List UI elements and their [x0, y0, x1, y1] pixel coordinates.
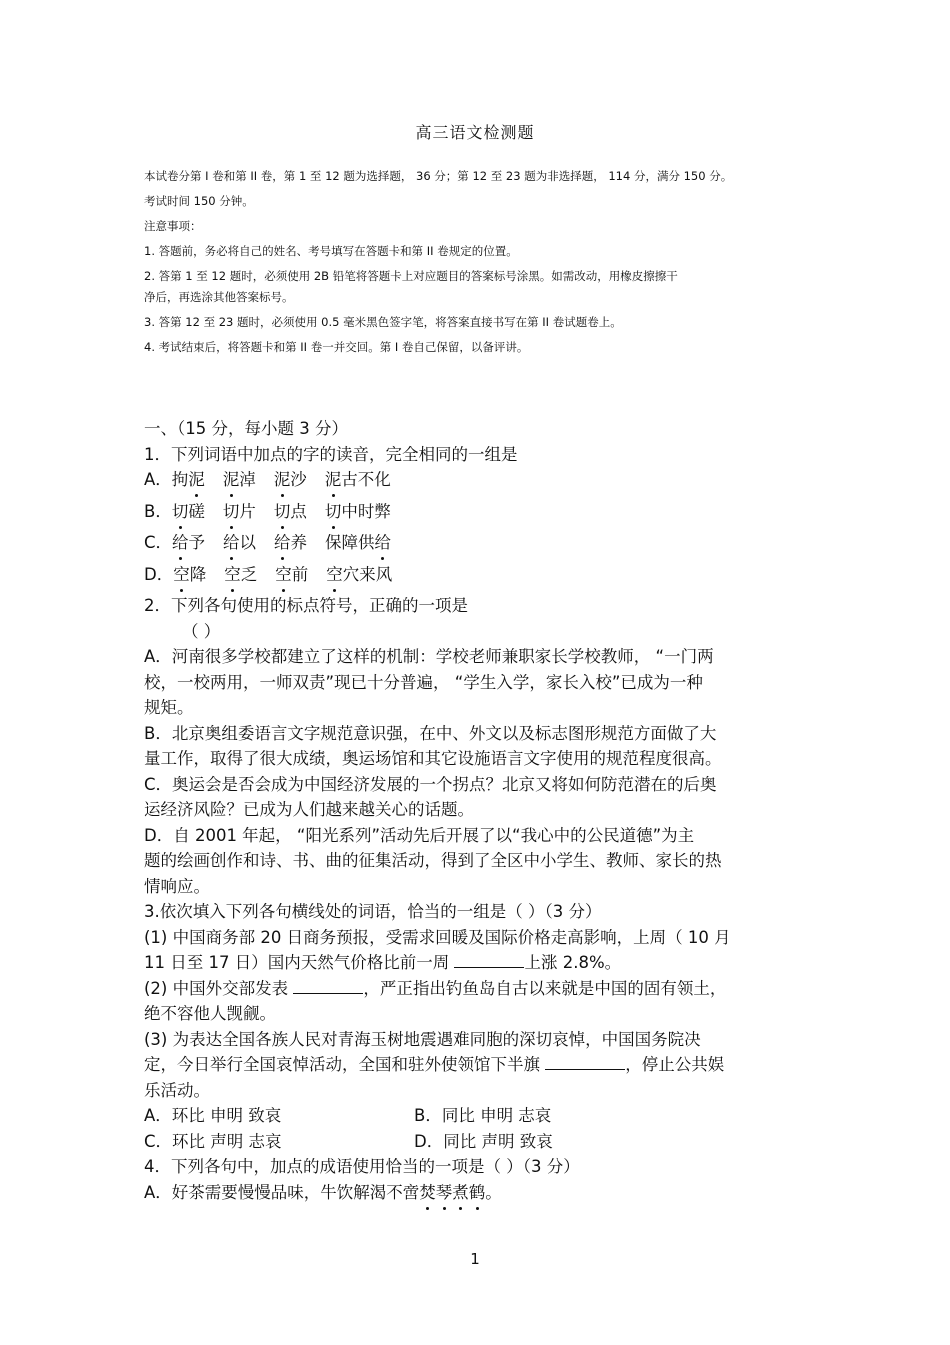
sentence-text: 上涨 2.8%。 [524, 953, 622, 972]
option-text: 磋 [188, 501, 205, 521]
option-d: D．同比 声明 致哀 [414, 1131, 553, 1151]
question-4-option-a [144, 1180, 814, 1206]
question-1-option-b [144, 499, 814, 531]
dotted-char: 给 [274, 530, 291, 555]
intro-line: 净后，再选涂其他答案标号。 [144, 290, 294, 304]
fill-blank [545, 1055, 625, 1070]
question-3-sentence-2 [144, 976, 814, 1002]
question-3-options-row-2 [144, 1129, 814, 1155]
question-2-stem: 2．下列各句使用的标点符号，正确的一项是 [144, 596, 468, 615]
question-1-option-a [144, 467, 814, 499]
question-3-sentence-3-cont: 乐活动。 [144, 1080, 210, 1100]
option-text: 片 [239, 501, 256, 521]
dotted-char: 泥 [223, 467, 240, 492]
dotted-char: 空 [326, 562, 343, 587]
option-text: 淖 [239, 470, 256, 489]
dotted-char: 切 [223, 499, 240, 524]
sentence-text: 11 日至 17 日）国内天然气价格比前一周 [144, 953, 455, 972]
option-text: 穴来风 [342, 564, 393, 584]
dotted-char: 给 [375, 530, 392, 555]
dotted-char: 空 [173, 562, 190, 587]
intro-line: 3. 答第 12 至 23 题时，必须使用 0.5 毫米黑色签字笔，将答案直接书写在第 II 卷试题卷上。 [144, 315, 622, 329]
option-b: B．同比 申明 志哀 [414, 1106, 552, 1125]
option-text: 予 [188, 533, 206, 552]
question-3-sentence-1: (1) 中国商务部 20 日商务预报，受需求回暖及国际价格走高影响，上周（ 10 月 [144, 927, 731, 947]
intro-line: 考试时间 150 分钟。 [144, 194, 254, 208]
option-text: 。 [485, 1182, 502, 1202]
question-2-option-c: C．奥运会是否会成为中国经济发展的一个拐点？北京又将如何防范潜在的后奥 [144, 774, 717, 794]
question-1-option-c [144, 530, 814, 562]
fill-blank [293, 979, 363, 994]
dotted-char: 泥 [274, 467, 291, 492]
option-text: 沙 [290, 470, 307, 489]
question-3-stem: 3.依次填入下列各句横线处的词语，恰当的一组是（ ）（3 分） [144, 902, 602, 921]
question-4-stem: 4．下列各句中，加点的成语使用恰当的一项是（ ）（3 分） [144, 1157, 580, 1176]
answer-paren: （ ） [182, 621, 221, 641]
question-3-sentence-2-cont: 绝不容他人觊觎。 [144, 1004, 276, 1023]
dotted-char: 给 [223, 530, 240, 555]
dotted-char: 琴 [436, 1180, 453, 1206]
sentence-text: ，严正指出钓鱼岛自古以来就是中国的固有领土， [363, 978, 727, 998]
option-text: A．好茶需要慢慢品味，牛饮解渴不啻 [144, 1182, 420, 1202]
option-text: 养 [290, 533, 308, 552]
question-2-option-c-cont: 运经济风险？已成为人们越来越关心的话题。 [144, 800, 474, 819]
question-3-sentence-3: (3) 为表达全国各族人民对青海玉树地震遇难同胞的深切哀悼，中国国务院决 [144, 1029, 701, 1049]
option-text: 以 [239, 533, 257, 552]
question-2-option-a: A．河南很多学校都建立了这样的机制：学校老师兼职家长学校教师， “一门两 [144, 647, 714, 666]
option-letter: A． [144, 470, 172, 489]
question-3-sentence-1-cont [144, 950, 814, 976]
question-3-options-row-1 [144, 1103, 814, 1129]
question-2-option-a-cont: 校，一校两用，一师双责”现已十分普遍， “学生入学，家长入校”已成为一种 [144, 672, 703, 692]
dotted-char: 泥 [325, 467, 342, 492]
question-2-option-b: B．北京奥组委语言文字规范意识强，在中、外文以及标志图形规范方面做了大 [144, 723, 717, 743]
question-2-option-a-cont: 规矩。 [144, 698, 194, 717]
intro-line: 4. 考试结束后，将答题卡和第 II 卷一并交回。第 I 卷自己保留，以备评讲。 [144, 340, 529, 354]
page-number: 1 [470, 1250, 480, 1268]
question-3-sentence-3-cont [144, 1052, 814, 1078]
intro-line: 2. 答第 1 至 12 题时，必须使用 2B 铅笔将答题卡上对应题目的答案标号涂黑。如需改动，用橡皮擦擦干 [144, 269, 678, 283]
exam-instructions [144, 168, 834, 364]
dotted-char: 泥 [188, 467, 205, 492]
intro-line: 1. 答题前，务必将自己的姓名、考号填写在答题卡和第 II 卷规定的位置。 [144, 244, 518, 258]
option-text: 中时弊 [341, 501, 391, 521]
option-letter: C． [144, 533, 173, 552]
fill-blank [454, 953, 524, 968]
intro-line: 本试卷分第 I 卷和第 II 卷，第 1 至 12 题为选择题， 36 分；第 12 至 23 题为非选择题， 114 分，满分 150 分。 [144, 169, 733, 183]
dotted-char: 空 [275, 562, 292, 587]
option-text: 前 [291, 564, 309, 584]
page-title: 高三语文检测题 [415, 123, 535, 142]
dotted-char: 煮 [452, 1180, 469, 1206]
question-2-option-d-cont: 情响应。 [144, 876, 210, 896]
question-1-option-d [144, 562, 814, 594]
dotted-char: 焚 [419, 1180, 436, 1206]
option-letter: D． [144, 564, 174, 584]
option-a: A．环比 申明 致哀 [144, 1106, 282, 1125]
question-2-option-b-cont: 量工作，取得了很大成绩，奥运场馆和其它设施语言文字使用的规范程度很高。 [144, 749, 722, 768]
questions-body [144, 416, 814, 1205]
dotted-char: 鹤 [469, 1180, 486, 1206]
option-letter: B． [144, 501, 172, 521]
dotted-char: 给 [172, 530, 189, 555]
sentence-text: (2) 中国外交部发表 [144, 978, 294, 998]
option-text: 点 [290, 501, 307, 521]
dotted-char: 空 [224, 562, 241, 587]
section-heading: 一、（15 分，每小题 3 分） [144, 419, 348, 438]
question-2-option-d-cont: 题的绘画创作和诗、书、曲的征集活动，得到了全区中小学生、教师、家长的热 [144, 851, 722, 870]
option-text: 拘 [171, 470, 189, 489]
question-1-stem: 1．下列词语中加点的字的读音，完全相同的一组是 [144, 444, 518, 464]
sentence-text: 定，今日举行全国哀悼活动，全国和驻外使领馆下半旗 [144, 1055, 546, 1074]
question-2-option-d: D．自 2001 年起， “阳光系列”活动先后开展了以“我心中的公民道德”为主 [144, 825, 695, 845]
option-c: C．环比 声明 志哀 [144, 1131, 282, 1151]
option-text: 降 [189, 564, 207, 584]
dotted-char: 切 [274, 499, 291, 524]
option-text: 乏 [240, 564, 258, 584]
dotted-char: 切 [172, 499, 189, 524]
option-text: 古不化 [341, 470, 391, 489]
intro-line: 注意事项： [144, 219, 202, 233]
dotted-char: 切 [325, 499, 342, 524]
option-text: 保障供 [325, 533, 375, 552]
sentence-text: ，停止公共娱 [625, 1055, 725, 1074]
